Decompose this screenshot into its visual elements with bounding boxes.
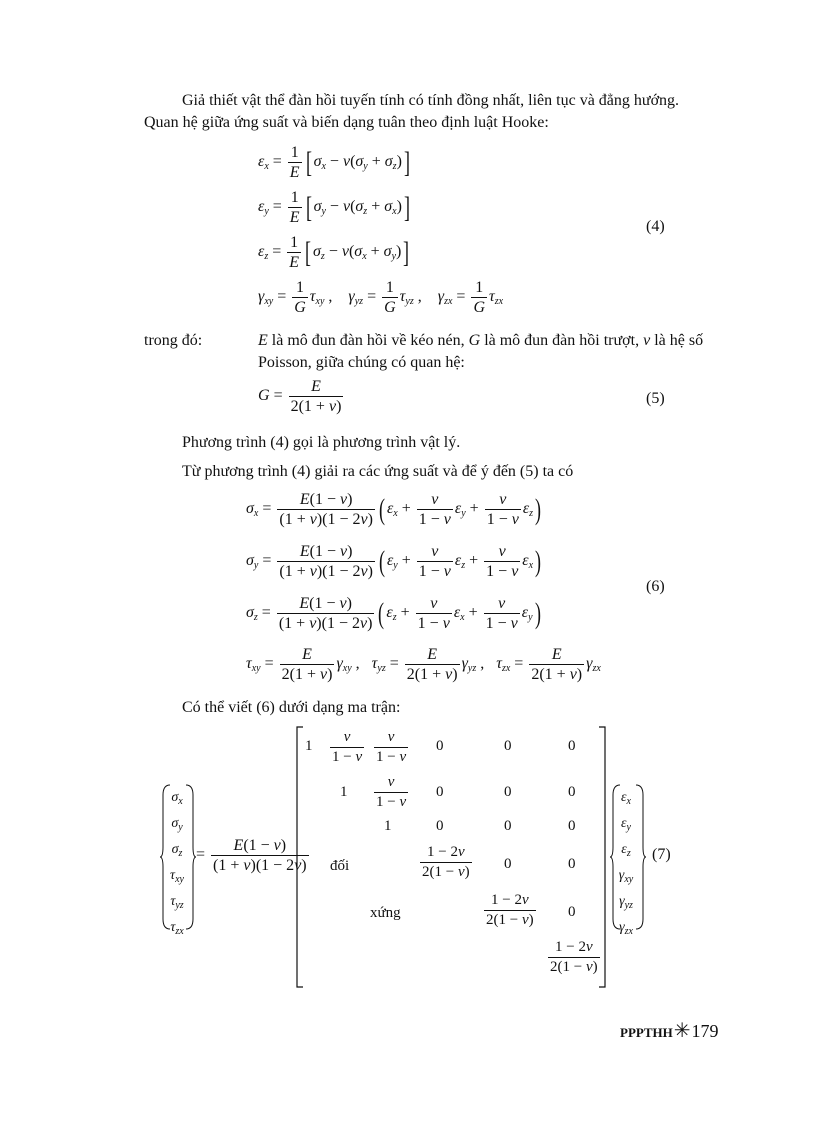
where-text-b: là mô đun đàn hồi trượt, [480, 332, 644, 349]
matrix-cell: 0 [436, 784, 444, 800]
symmetric-label-1: đối [330, 858, 350, 874]
stress-eq-sigma-z: $\sigma_z$ = $\frac{E(1 - \nu)}{(1 + \nu)(1 - 2\nu)}$ ( $\varepsilon_z$ + $\frac{\nu}{1 - \nu}$ $\varepsilon_x$ + $\frac{\nu}{1 - \nu}$ $\varepsilon_y$) [246, 595, 541, 632]
matrix-cell: 1 [305, 738, 313, 754]
where-text-a: là mô đun đàn hồi về kéo nén, [267, 332, 469, 349]
equation-number-4: (4) [646, 218, 665, 235]
symbol-e: E [258, 332, 268, 349]
hooke-eq-epsilon-y: $\varepsilon_y$ = $\frac{1}{E}$ [ $\sigma_y - \nu(\sigma_z + \sigma_x)$] [258, 189, 410, 226]
matrix-cell: 0 [568, 856, 576, 872]
matrix-coefficient: = $\frac{E(1 - \nu)}{(1 + \nu)(1 - 2\nu)}$ [196, 837, 307, 874]
matrix-left-bracket [296, 726, 304, 988]
matrix-cell: 0 [568, 818, 576, 834]
page-number: 179 [691, 1021, 719, 1041]
matrix-cell: 0 [568, 784, 576, 800]
matrix-cell: 0 [436, 818, 444, 834]
intro-line-2: Quan hệ giữa ứng suất và biến dạng tuân theo định luật Hooke: [144, 114, 549, 131]
matrix-cell: 1 [384, 818, 392, 834]
right-vector-brace [634, 783, 646, 931]
hooke-eq-shear: $\gamma_{xy}$ = $\frac{1}{G}$ $\tau_{xy}$ , $\gamma_{yz}$ = $\frac{1}{G}$ $\tau_{yz}$ , $\gamma_{zx}$ = $\frac{1}{G}$ $\tau_{zx}$ [258, 279, 504, 316]
strain-vector: $\varepsilon_x$ $\varepsilon_y$ $\varepsilon_z$ $\gamma_{xy}$ $\gamma_{yz}$ $\gamma_{zx}$ [618, 790, 634, 937]
matrix-cell: 0 [504, 738, 512, 754]
stress-vector: $\sigma_x$ $\sigma_y$ $\sigma_z$ $\tau_{xy}$ $\tau_{yz}$ $\tau_{zx}$ [170, 790, 184, 937]
intro-line-1: Giả thiết vật thể đàn hồi tuyến tính có tính đồng nhất, liên tục và đẳng hướng. [182, 92, 680, 109]
matrix-cell: $\frac{\nu}{1 - \nu}$ [376, 729, 407, 765]
equation-number-6: (6) [646, 578, 665, 595]
stress-eq-sigma-x: $\sigma_x$ = $\frac{E(1 - \nu)}{(1 + \nu)(1 - 2\nu)}$ ( $\varepsilon_x$ + $\frac{\nu}{1 - \nu}$ $\varepsilon_y$ + $\frac{\nu}{1 - \nu}$ $\varepsilon_z$) [246, 491, 542, 528]
star-icon: ✳ [673, 1020, 691, 1042]
footer-label: PPPTHH [620, 1025, 673, 1040]
matrix-cell: 0 [504, 818, 512, 834]
physical-equation-text: Phương trình (4) gọi là phương trình vật lý. [182, 434, 461, 451]
hooke-eq-epsilon-x: $\varepsilon_x$ = $\frac{1}{E}$ [ $\sigma_x - \nu(\sigma_y + \sigma_z)$] [258, 144, 410, 181]
where-line-2: Poisson, giữa chúng có quan hệ: [258, 354, 465, 371]
matrix-cell: $\frac{\nu}{1 - \nu}$ [332, 729, 363, 765]
matrix-cell: 0 [504, 784, 512, 800]
matrix-cell: 1 [340, 784, 348, 800]
shear-modulus-eq: G = $\frac{E}{2(1 + \nu)}$ [258, 378, 342, 415]
equation-number-5: (5) [646, 390, 665, 407]
stress-eq-sigma-y: $\sigma_y$ = $\frac{E(1 - \nu)}{(1 + \nu)(1 - 2\nu)}$ ( $\varepsilon_y$ + $\frac{\nu}{1 - \nu}$ $\varepsilon_z$ + $\frac{\nu}{1 - \nu}$ $\varepsilon_x$) [246, 543, 542, 580]
matrix-intro-text: Có thể viết (6) dưới dạng ma trận: [182, 699, 401, 716]
symmetric-label-2: xứng [370, 905, 401, 921]
symbol-g: G [468, 332, 481, 349]
matrix-cell: 0 [436, 738, 444, 754]
matrix-cell: $\frac{1 - 2\nu}{2(1 - \nu)}$ [550, 939, 598, 975]
left-vector-brace-right [184, 783, 196, 931]
page-footer [620, 1018, 718, 1043]
hooke-eq-epsilon-z: $\varepsilon_z$ = $\frac{1}{E}$ [ $\sigma_z - \nu(\sigma_x + \sigma_y)$] [258, 234, 410, 271]
where-text-c: là hệ số [650, 332, 704, 349]
equation-number-7: (7) [652, 846, 671, 863]
matrix-cell: 0 [504, 856, 512, 872]
matrix-cell: $\frac{\nu}{1 - \nu}$ [376, 774, 407, 810]
matrix-cell: 0 [568, 738, 576, 754]
solve-text: Từ phương trình (4) giải ra các ứng suất và để ý đến (5) ta có [182, 463, 574, 480]
symbol-nu: ν [643, 332, 651, 349]
matrix-cell: $\frac{1 - 2\nu}{2(1 - \nu)}$ [422, 844, 470, 880]
where-label: trong đó: [144, 332, 203, 349]
where-line-1 [258, 330, 703, 352]
matrix-cell: 0 [568, 904, 576, 920]
matrix-cell: $\frac{1 - 2\nu}{2(1 - \nu)}$ [486, 892, 534, 928]
stress-eq-shear: $\tau_{xy}$ = $\frac{E}{2(1 + \nu)}$ $\gamma_{xy}$ , $\tau_{yz}$ = $\frac{E}{2(1 + \nu)}$ $\gamma_{yz}$ , $\tau_{zx}$ = $\frac{E}{2(1 + \nu)}$ $\gamma_{zx}$ [246, 646, 601, 683]
